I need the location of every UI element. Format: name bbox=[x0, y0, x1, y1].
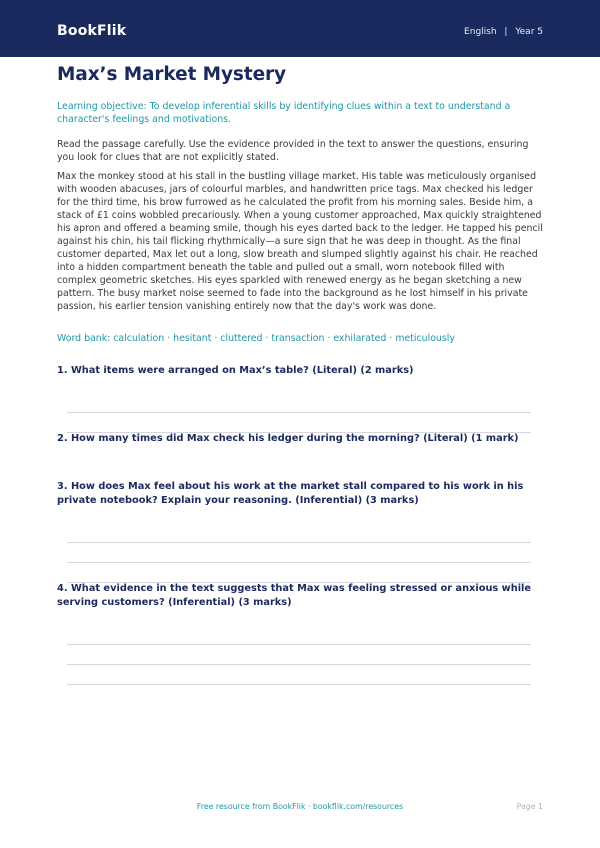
page-number: Page 1 bbox=[516, 802, 543, 811]
instructions-text: Read the passage carefully. Use the evidence provided in the text to answer the questions, ensuring you look for clues that are not explicitly stated. bbox=[57, 139, 529, 163]
brand-logo-text: BookFlik bbox=[57, 23, 127, 39]
worksheet-title: Max’s Market Mystery bbox=[57, 64, 287, 85]
question-4: 4. What evidence in the text suggests that Max was feeling stressed or anxious while serving customers? (Inferential) (3 marks) bbox=[57, 583, 532, 608]
answer-line[interactable] bbox=[67, 562, 531, 563]
header-separator: | bbox=[504, 27, 508, 37]
reading-passage: Max the monkey stood at his stall in the bustling village market. His table was meticulously organised with wooden abacuses, jars of colourful marbles, and handwritten price tags. Max checked his ledger for the third time, his brow furrowed as he calculated the profit from his morning sales. Beside him, a stack of £1 coins wobbled precariously. When a young customer approached, Max quickly straightened his apron and offered a beaming smile, though his eyes darted back to the ledger. He tapped his pencil against his chin, his tail flicking rhythmically—a sure sign that he was deep in thought. As the final customer departed, Max let out a long, slow breath and slumped slightly against his chair. He reached into a hidden compartment beneath the table and pulled out a small, worn notebook filled with complex geometric sketches. His eyes sparkled with renewed energy as he began sketching a new pattern. The busy market noise seemed to fade into the background as he lost himself in his private passion, his earlier tension vanishing entirely now that the day's work was done. bbox=[57, 171, 543, 312]
question-2: 2. How many times did Max check his ledger during the morning? (Literal) (1 mark) bbox=[57, 433, 519, 444]
word-bank: Word bank: calculation · hesitant · cluttered · transaction · exhilarated · meticulously bbox=[57, 333, 455, 344]
page-header bbox=[0, 0, 600, 57]
answer-line[interactable] bbox=[67, 542, 531, 543]
year-level-label: Year 5 bbox=[515, 27, 543, 37]
question-3: 3. How does Max feel about his work at the market stall compared to his work in his private notebook? Explain your reasoning. (Inferential) (3 marks) bbox=[57, 481, 524, 506]
answer-line[interactable] bbox=[67, 664, 531, 665]
question-1: 1. What items were arranged on Max’s table? (Literal) (2 marks) bbox=[57, 365, 414, 376]
learning-objective: Learning objective: To develop inferential skills by identifying clues within a text to understand a character's feelings and motivations. bbox=[57, 101, 511, 125]
subject-label: English bbox=[464, 27, 497, 37]
header-meta bbox=[464, 27, 543, 37]
answer-line[interactable] bbox=[67, 684, 531, 685]
answer-line[interactable] bbox=[67, 644, 531, 645]
footer-credit: Free resource from BookFlik · bookflik.com/resources bbox=[196, 802, 404, 811]
answer-line[interactable] bbox=[67, 412, 531, 413]
